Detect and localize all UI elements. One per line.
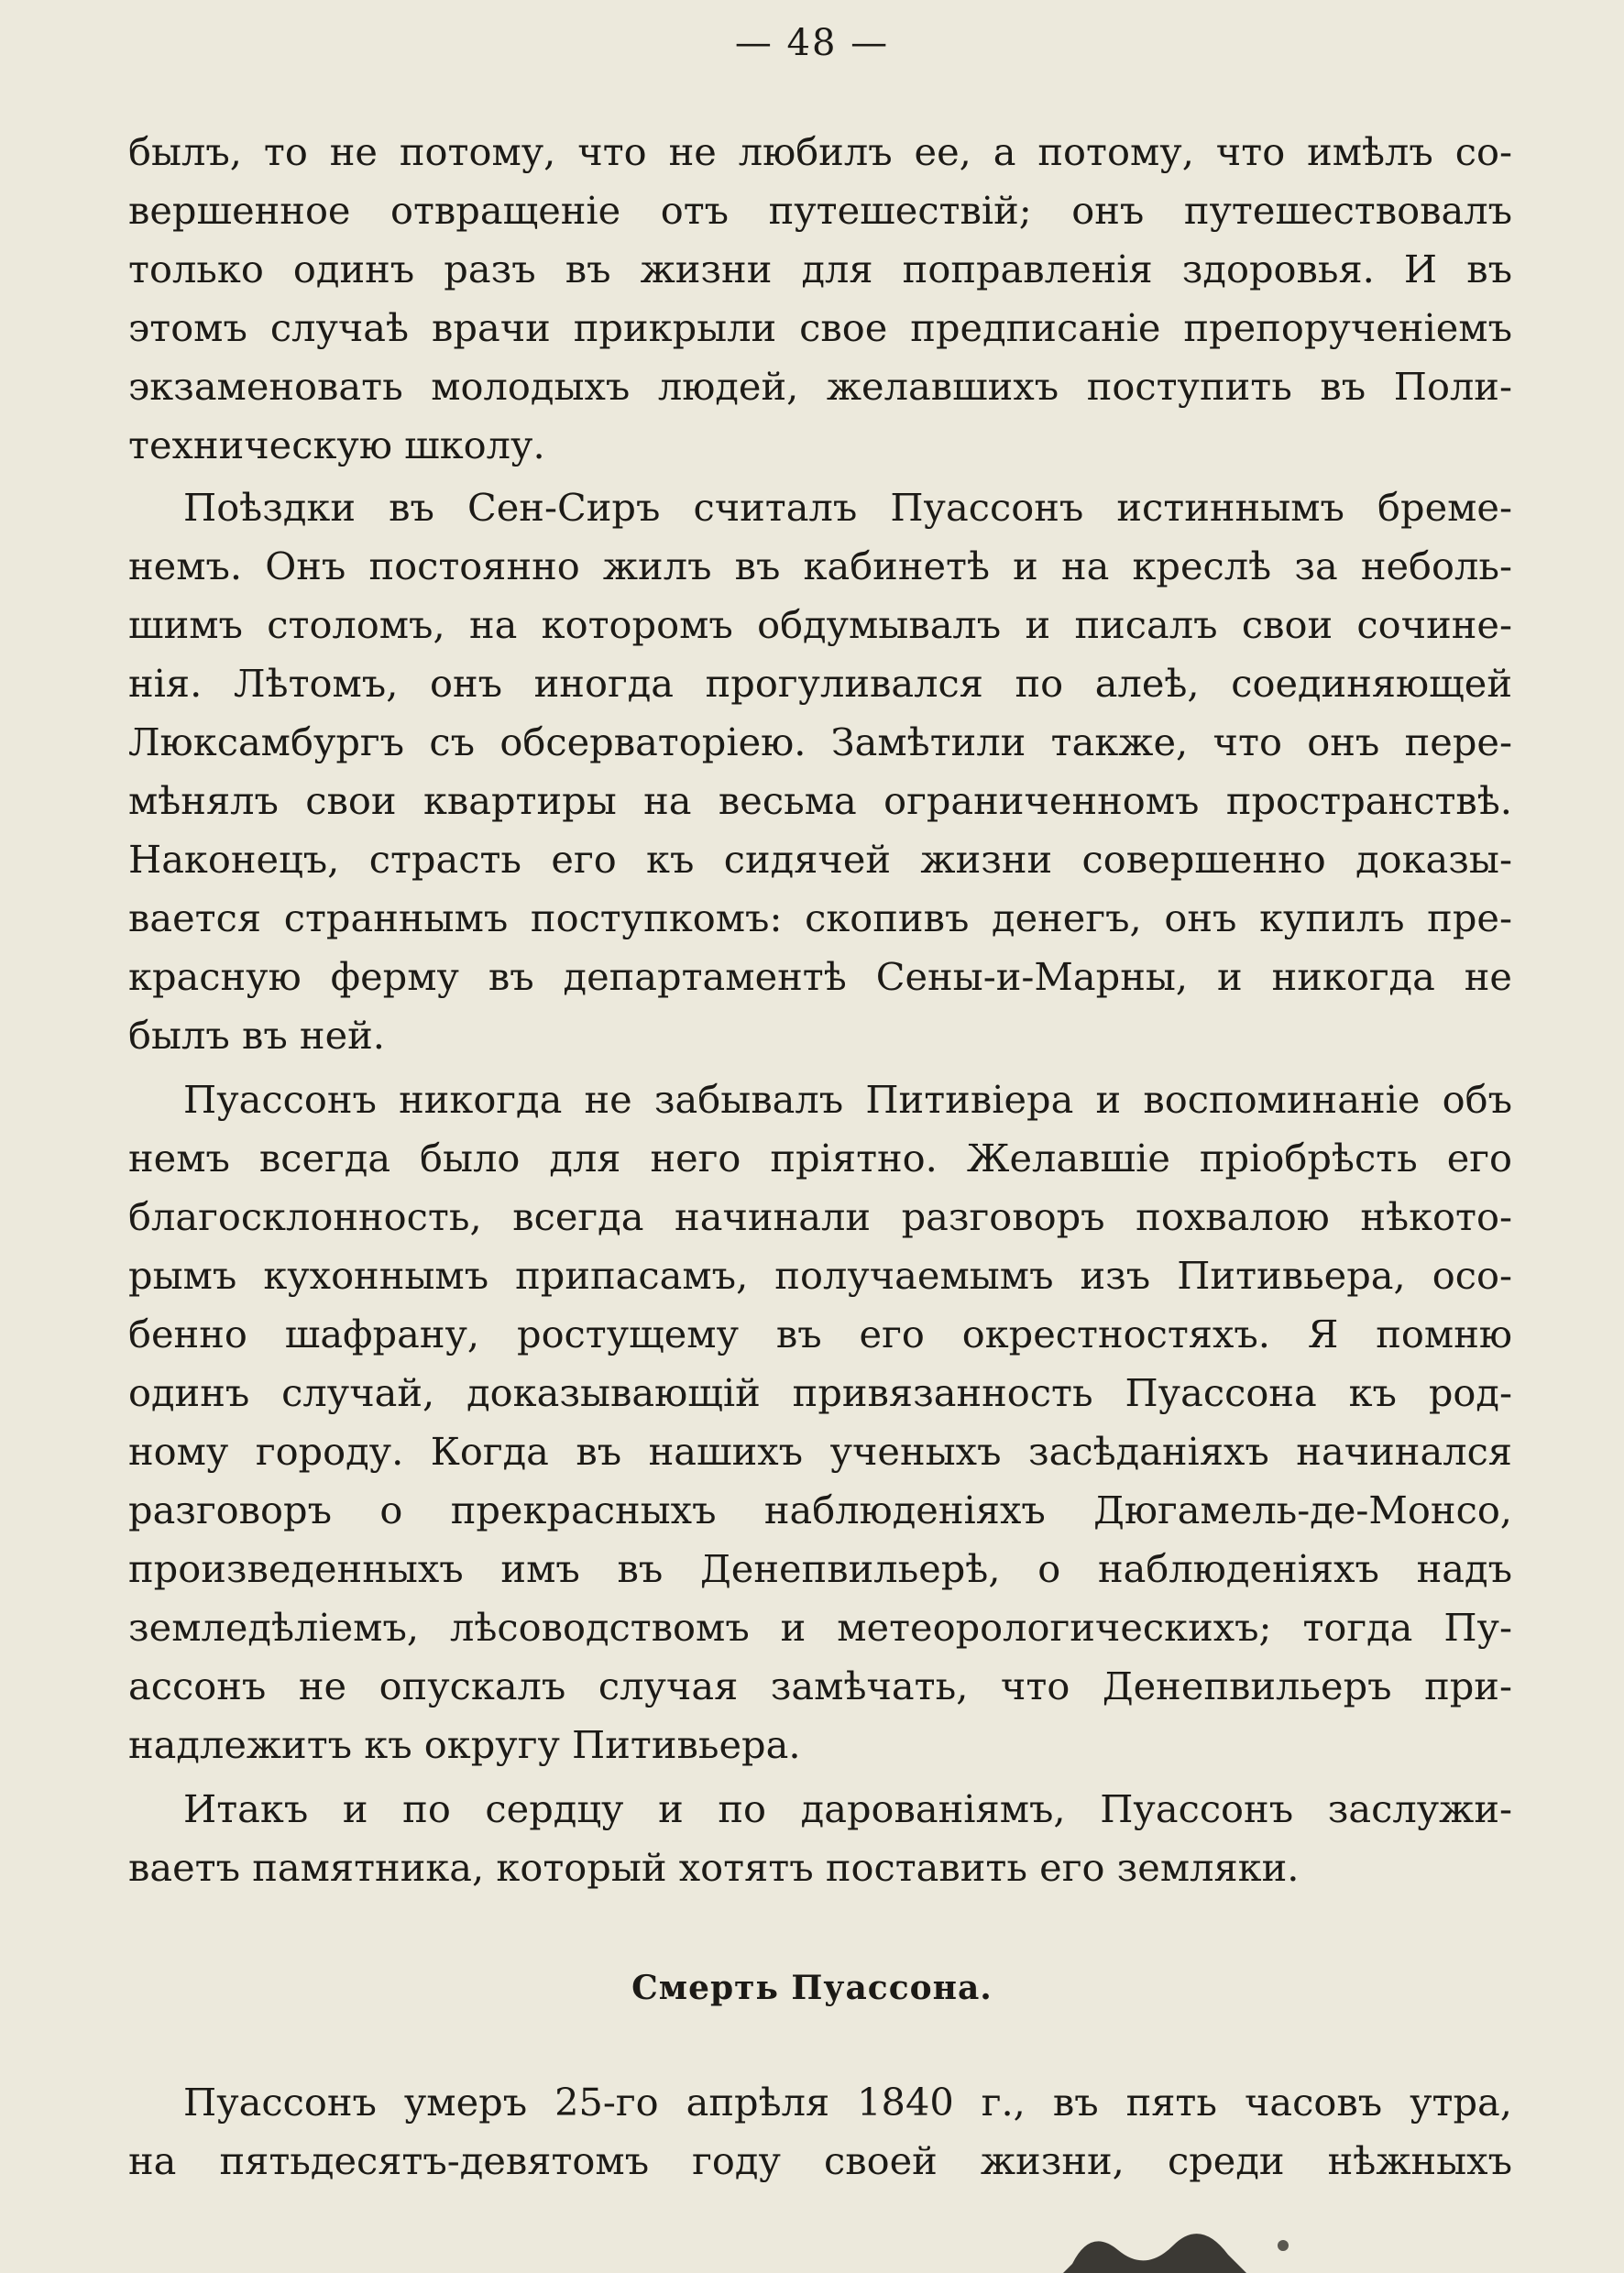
text-line: надлежитъ къ округу Питивьера. xyxy=(128,1722,801,1767)
section-heading: Смерть Пуассона. xyxy=(631,1969,993,2007)
text-line: немъ всегда было для него пріятно. Желавшіе пріобрѣсть его xyxy=(128,1136,1512,1180)
paragraph-3 xyxy=(128,1071,1512,1774)
text-line: ваетъ памятника, который хотятъ поставить его земляки. xyxy=(128,1845,1300,1890)
paragraph-4 xyxy=(128,1780,1512,1897)
text-line: Итакъ и по сердцу и по дарованіямъ, Пуассонъ заслужи- xyxy=(183,1786,1512,1831)
text-line: этомъ случаѣ врачи прикрыли свое предписаніе препорученіемъ xyxy=(128,305,1512,350)
text-line: Поѣздки въ Сен-Сиръ считалъ Пуассонъ истиннымъ бреме- xyxy=(183,485,1512,530)
text-line: техническую школу. xyxy=(128,423,545,467)
text-line: Пуассонъ никогда не забывалъ Питивіера и воспоминаніе объ xyxy=(183,1077,1512,1122)
text-line: только одинъ разъ въ жизни для поправленія здоровья. И въ xyxy=(128,247,1512,291)
text-line: экзаменовать молодыхъ людей, желавшихъ поступить въ Поли- xyxy=(128,364,1512,409)
paragraph-2 xyxy=(128,478,1512,1065)
text-line: разговоръ о прекрасныхъ наблюденіяхъ Дюгамель-де-Монсо, xyxy=(128,1488,1512,1532)
page-number: — 48 — xyxy=(734,22,890,64)
text-line: ному городу. Когда въ нашихъ ученыхъ засѣданіяхъ начинался xyxy=(128,1429,1512,1474)
paragraph-5 xyxy=(128,2073,1512,2191)
text-line: мѣнялъ свои квартиры на весьма ограниченномъ пространствѣ. xyxy=(128,778,1512,823)
paragraph-1 xyxy=(128,123,1512,475)
text-line: на пятьдесятъ-девятомъ году своей жизни, среди нѣжныхъ xyxy=(128,2138,1512,2183)
text-line: одинъ случай, доказывающій привязанность Пуассона къ род- xyxy=(128,1370,1512,1415)
text-line: вершенное отвращеніе отъ путешествій; онъ путешествовалъ xyxy=(128,188,1512,233)
text-line: былъ въ ней. xyxy=(128,1013,386,1058)
text-line: Люксамбургъ съ обсерваторіею. Замѣтили также, что онъ пере- xyxy=(128,719,1512,764)
ink-blot-mark xyxy=(1054,2209,1329,2273)
text-line: Наконецъ, страсть его къ сидячей жизни совершенно доказы- xyxy=(128,837,1512,882)
text-line: произведенныхъ имъ въ Денепвильерѣ, о наблюденіяхъ надъ xyxy=(128,1546,1512,1591)
text-line: рымъ кухоннымъ припасамъ, получаемымъ изъ Питивьера, осо- xyxy=(128,1253,1512,1298)
text-line: красную ферму въ департаментѣ Сены-и-Марны, и никогда не xyxy=(128,954,1512,999)
text-line: Пуассонъ умеръ 25-го апрѣля 1840 г., въ пять часовъ утра, xyxy=(183,2080,1512,2125)
text-line: бенно шафрану, ростущему въ его окрестностяхъ. Я помню xyxy=(128,1312,1512,1356)
text-line: шимъ столомъ, на которомъ обдумывалъ и писалъ свои сочине- xyxy=(128,602,1512,647)
text-line: вается страннымъ поступкомъ: скопивъ денегъ, онъ купилъ пре- xyxy=(128,895,1512,940)
text-line: благосклонность, всегда начинали разговоръ похвалою нѣкото- xyxy=(128,1194,1512,1239)
text-line: ассонъ не опускалъ случая замѣчать, что Денепвильеръ при- xyxy=(128,1664,1512,1708)
text-line: немъ. Онъ постоянно жилъ въ кабинетѣ и на креслѣ за неболь- xyxy=(128,544,1512,588)
text-line: земледѣліемъ, лѣсоводствомъ и метеорологическихъ; тогда Пу- xyxy=(128,1605,1512,1650)
text-line: былъ, то не потому, что не любилъ ее, а потому, что имѣлъ со- xyxy=(128,129,1512,174)
text-line: нія. Лѣтомъ, онъ иногда прогуливался по алеѣ, соединяющей xyxy=(128,661,1512,706)
